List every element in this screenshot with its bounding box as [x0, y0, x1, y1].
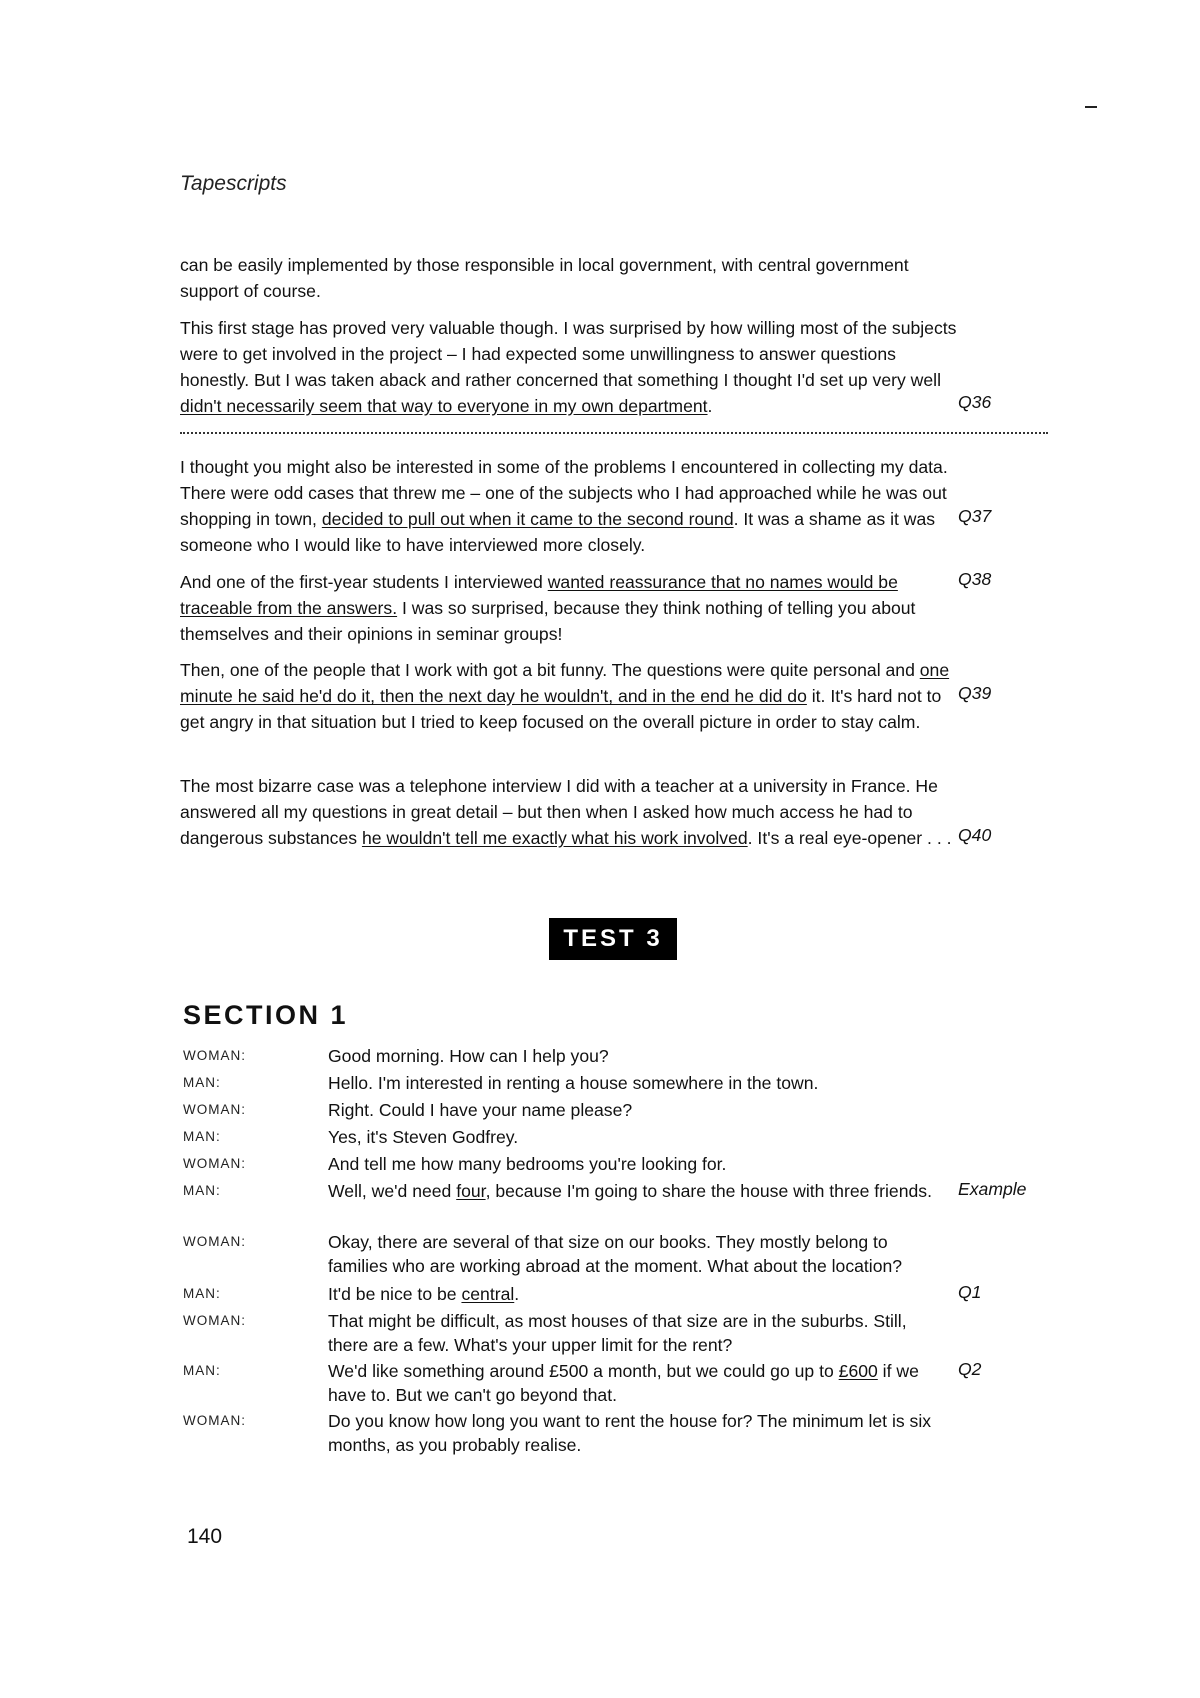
dotted-divider — [180, 432, 1048, 434]
dialogue-line: Hello. I'm interested in renting a house somewhere in the town. — [328, 1073, 819, 1093]
underlined-answer-q40: he wouldn't tell me exactly what his work involved — [361, 828, 748, 848]
example-label: Example — [958, 1179, 1027, 1199]
speaker-label: WOMAN: — [183, 1102, 246, 1117]
dialogue-line: And tell me how many bedrooms you're looking for. — [328, 1154, 727, 1174]
question-number-q38: Q38 — [958, 569, 992, 589]
speaker-label: MAN: — [183, 1075, 221, 1090]
speaker-label: MAN: — [183, 1129, 221, 1144]
paragraph-q39: Then, one of the people that I work with got a bit funny. The questions were quite personal and one minute he said he'd do it, then the next day he wouldn't, and in the end he did do it. It's hard not to get angry in that situation but I tried to keep focused on the overall picture in order to stay calm. — [180, 660, 950, 732]
question-number-q37: Q37 — [958, 506, 992, 526]
paragraph-q37: I thought you might also be interested in some of the problems I encountered in collecting my data. There were odd cases that threw me – one of the subjects who I had approached while he was out shopping in town, decided to pull out when it came to the second round. It was a shame as it was someone who I would like to have interviewed more closely. — [180, 457, 948, 555]
question-number-q1: Q1 — [958, 1282, 982, 1302]
speaker-label: MAN: — [183, 1183, 221, 1198]
underlined-answer-q37: decided to pull out when it came to the second round — [321, 509, 734, 529]
test-badge: TEST 3 — [549, 918, 677, 960]
dialogue-line: Okay, there are several of that size on our books. They mostly belong to families who are working abroad at the moment. What about the location? — [328, 1232, 903, 1276]
question-number-q39: Q39 — [958, 683, 992, 703]
page-number: 140 — [187, 1525, 223, 1548]
paragraph-q38: And one of the first-year students I interviewed wanted reassurance that no names would be traceable from the answers. I was so surprised, because they think nothing of telling you about themselves and their opinions in seminar groups! — [180, 572, 916, 644]
question-number-q40: Q40 — [958, 825, 992, 845]
section-heading: SECTION 1 — [183, 1000, 349, 1030]
dialogue-line: Do you know how long you want to rent the house for? The minimum let is six months, as you probably realise. — [328, 1411, 932, 1455]
dialogue-line: Yes, it's Steven Godfrey. — [328, 1127, 519, 1147]
underlined-answer-q2: £600 — [838, 1361, 878, 1381]
question-number-q2: Q2 — [958, 1359, 982, 1379]
dialogue-line: We'd like something around £500 a month, but we could go up to £600 if we have to. But we can't go beyond that. — [328, 1361, 919, 1405]
corner-mark — [1085, 106, 1097, 108]
question-number-q36: Q36 — [958, 392, 992, 412]
speaker-label: WOMAN: — [183, 1313, 246, 1328]
paragraph-continuation: can be easily implemented by those responsible in local government, with central government support of course. — [180, 255, 909, 301]
dialogue-line: Good morning. How can I help you? — [328, 1046, 609, 1066]
running-head: Tapescripts — [180, 172, 287, 195]
dialogue-line: Right. Could I have your name please? — [328, 1100, 633, 1120]
dialogue-line: It'd be nice to be central. — [328, 1284, 520, 1304]
paragraph-q36: This first stage has proved very valuable though. I was surprised by how willing most of the subjects were to get involved in the project – I had expected some unwillingness to answer questions honestly. But I was taken aback and rather concerned that something I thought I'd set up very well didn't necessarily seem that way to everyone in my own department. — [180, 318, 957, 416]
speaker-label: WOMAN: — [183, 1048, 246, 1063]
speaker-label: WOMAN: — [183, 1413, 246, 1428]
underlined-answer-example: four — [456, 1181, 486, 1201]
underlined-answer-q38: wanted reassurance that no names would be traceable from the answers. — [180, 572, 898, 618]
dialogue-line: That might be difficult, as most houses of that size are in the suburbs. Still, there are a few. What's your upper limit for the rent? — [328, 1311, 907, 1355]
underlined-answer-q36: didn't necessarily seem that way to everyone in my own department — [180, 396, 708, 416]
dialogue-line: Well, we'd need four, because I'm going to share the house with three friends. — [328, 1181, 932, 1201]
paragraph-q40: The most bizarre case was a telephone interview I did with a teacher at a university in France. He answered all my questions in great detail – but then when I asked how much access he had to dangerous substances he wouldn't tell me exactly what his work involved. It's a real eye-opener . . . — [180, 776, 952, 848]
speaker-label: MAN: — [183, 1363, 221, 1378]
speaker-label: MAN: — [183, 1286, 221, 1301]
underlined-answer-q39: one minute he said he'd do it, then the next day he wouldn't, and in the end he did do — [180, 660, 950, 706]
speaker-label: WOMAN: — [183, 1234, 246, 1249]
underlined-answer-q1: central — [461, 1284, 515, 1304]
speaker-label: WOMAN: — [183, 1156, 246, 1171]
